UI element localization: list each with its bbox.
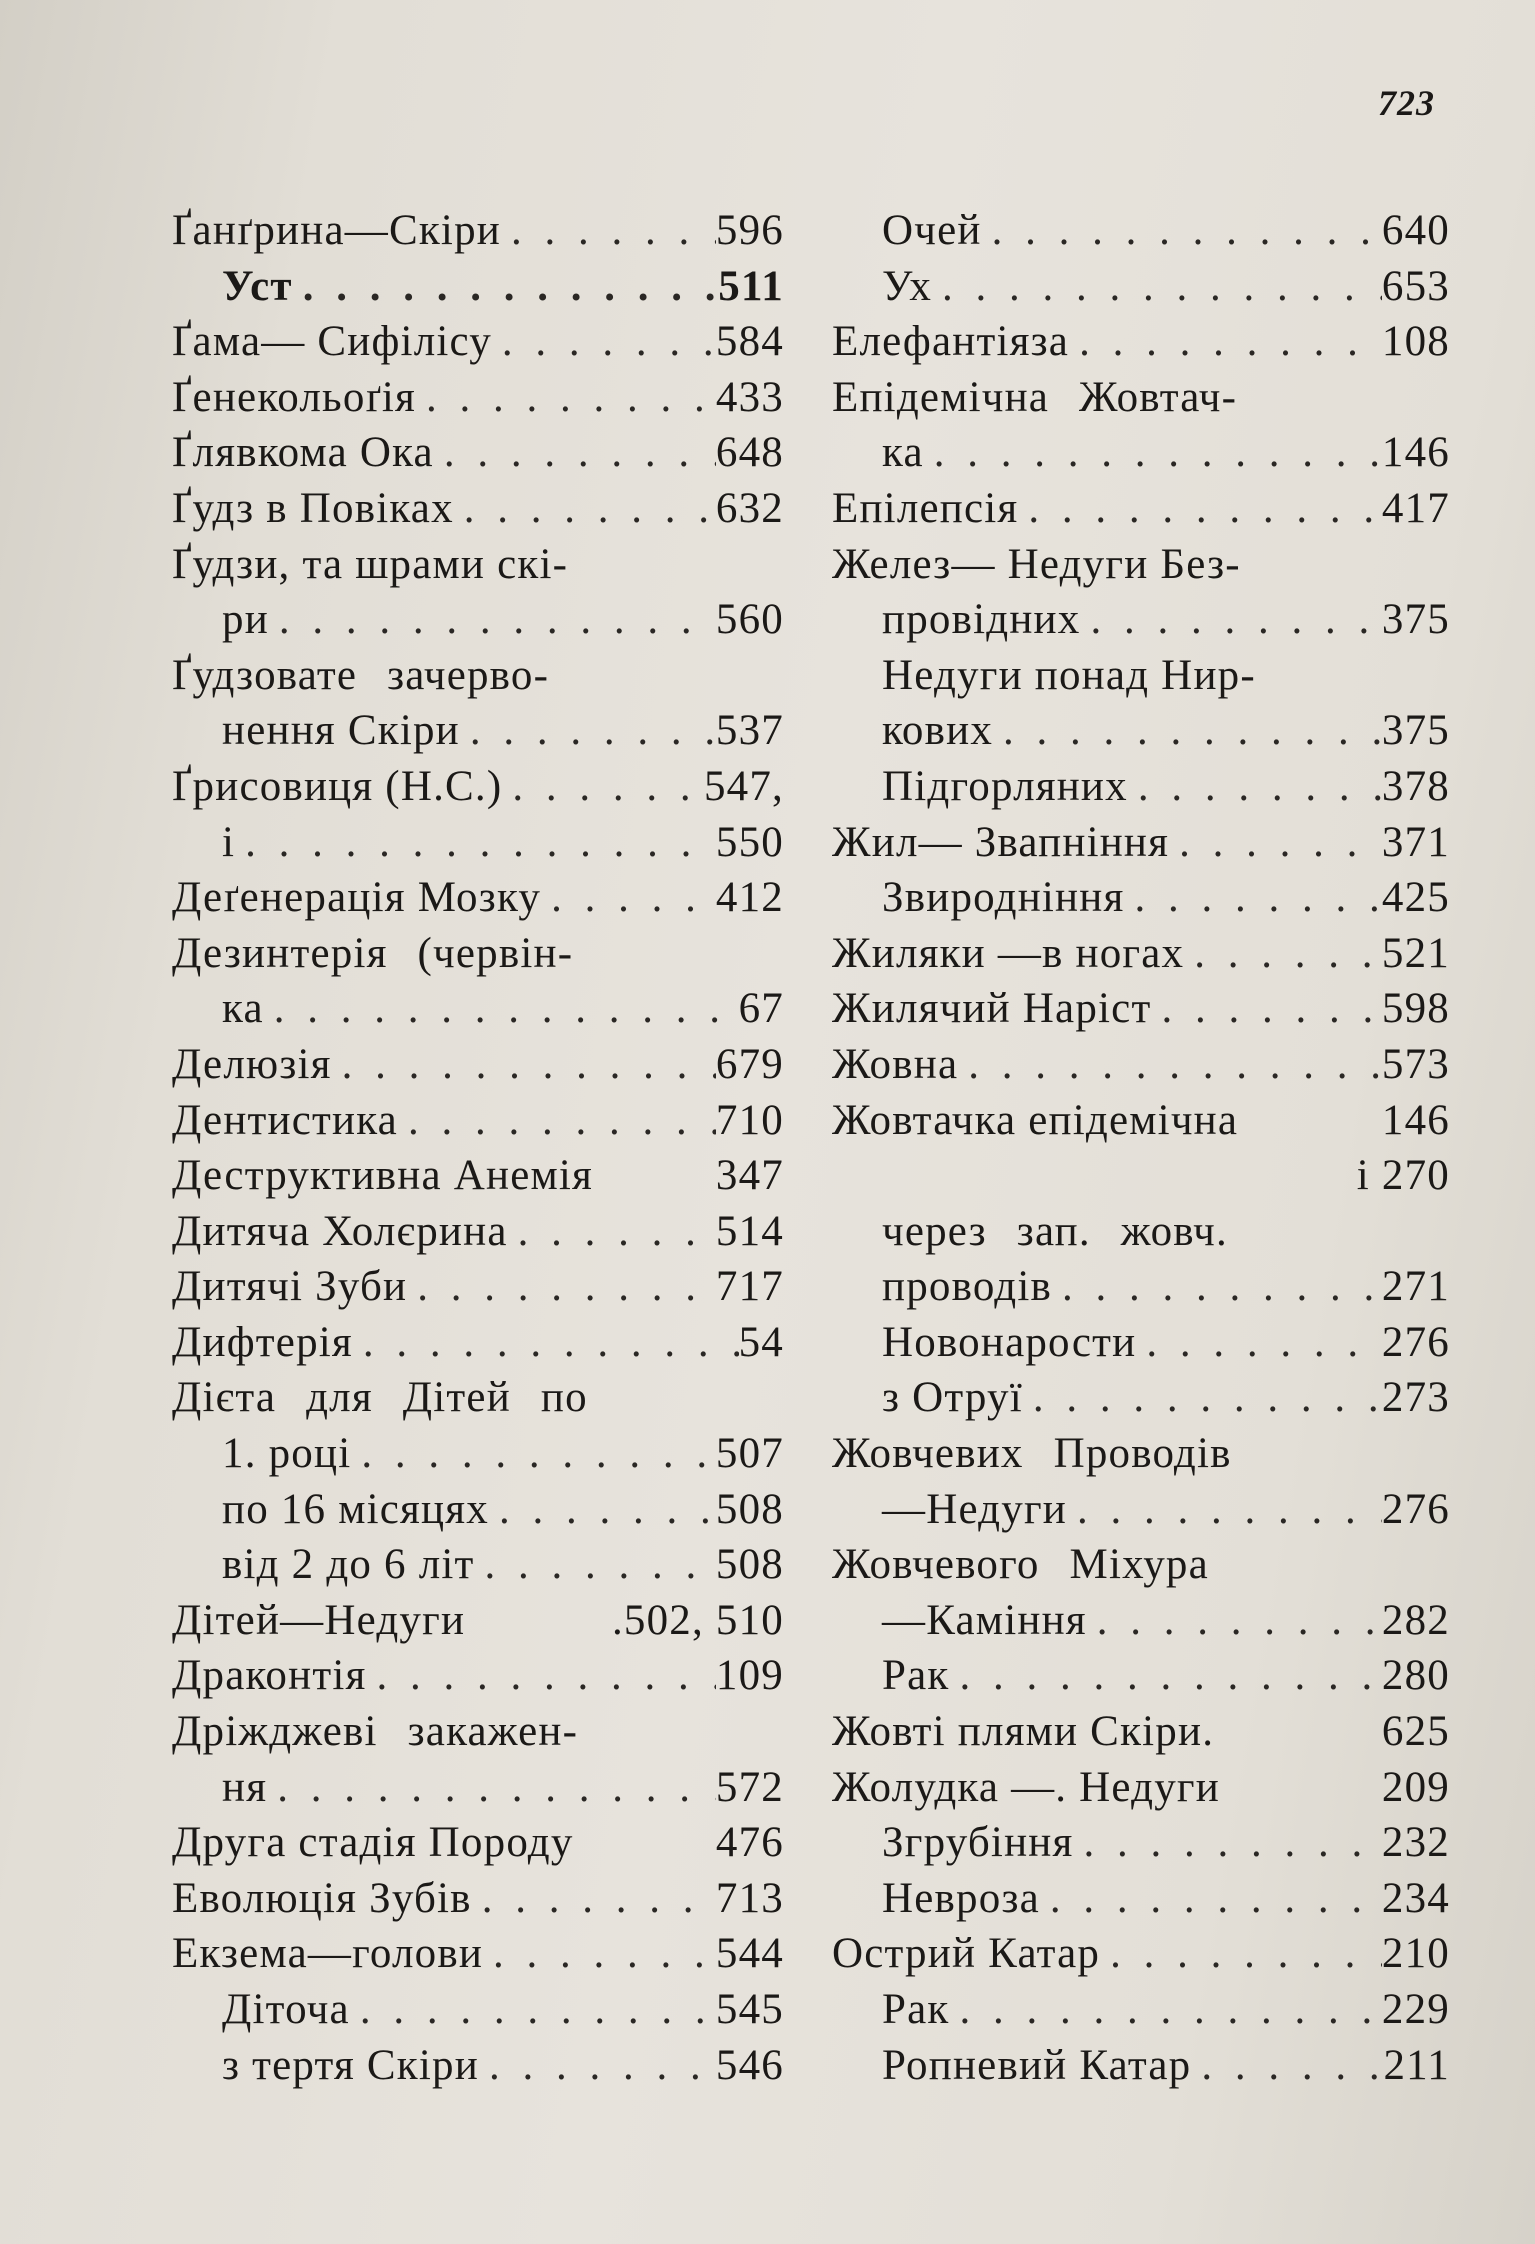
- index-entry-term: Дитячі Зуби: [172, 1263, 408, 1311]
- index-entry-page: 648: [715, 429, 784, 477]
- dot-leader: [1169, 815, 1382, 871]
- index-entry-term: кових: [882, 707, 994, 755]
- index-entry-page: 280: [1381, 1652, 1450, 1700]
- index-entry-page: 282: [1381, 1596, 1450, 1644]
- index-entry: [832, 425, 1450, 481]
- index-entry-term: через зап. жовч.: [882, 1207, 1228, 1255]
- index-entry-term: Жолудка —. Недуги: [832, 1763, 1220, 1811]
- index-entry-page: 547,: [703, 762, 784, 810]
- index-entry-page: 371: [1381, 818, 1450, 866]
- index-entry-term: Острий Катар: [832, 1930, 1101, 1978]
- index-entry: [172, 703, 784, 759]
- index-entry-page: 67: [738, 985, 784, 1033]
- index-entry: [832, 759, 1450, 815]
- index-entry-term: Драконтія: [172, 1652, 367, 1700]
- dot-leader: [235, 815, 716, 871]
- index-entry-term: Желез— Недуги Без-: [832, 540, 1241, 588]
- index-entry-page: 433: [715, 373, 784, 421]
- index-entry-term: Ух: [882, 262, 933, 310]
- index-entry-page: 109: [715, 1652, 784, 1700]
- index-entry-term: Ґенекольоґія: [172, 373, 416, 421]
- dot-leader: [958, 1037, 1382, 1093]
- dot-leader: [924, 425, 1382, 481]
- dot-leader: [1100, 1926, 1382, 1982]
- dot-leader: [1128, 759, 1382, 815]
- index-entry: [172, 648, 784, 704]
- index-entry: [172, 1148, 784, 1204]
- index-entry-page: 545: [715, 1986, 784, 2033]
- index-entry-page: 476: [715, 1819, 784, 1867]
- dot-leader: [407, 1259, 716, 1315]
- dot-leader: [267, 1760, 716, 1816]
- index-entry: [172, 314, 784, 370]
- index-entry-term: проводів: [882, 1263, 1053, 1311]
- index-entry: [832, 1482, 1450, 1538]
- index-entry-term: нення Скіри: [222, 707, 460, 755]
- index-entry: [172, 1037, 784, 1093]
- index-entry: [172, 1871, 784, 1927]
- dot-leader: [502, 759, 704, 815]
- index-entry: [832, 870, 1450, 926]
- index-entry-page: 146: [1381, 1096, 1450, 1144]
- index-entry-page: 108: [1381, 318, 1450, 366]
- index-entry-term: Діточа: [222, 1986, 350, 2033]
- index-entry-term: Ґудзовате зачерво-: [172, 651, 550, 699]
- dot-leader: [1023, 1370, 1382, 1426]
- index-entry-term: Уст: [222, 262, 293, 310]
- index-entry-page: 375: [1381, 707, 1450, 755]
- dot-leader: [472, 1871, 716, 1927]
- index-entry-page: 717: [715, 1263, 784, 1311]
- index-entry: [832, 703, 1450, 759]
- index-entry: [832, 1259, 1450, 1315]
- dot-leader: [1052, 1259, 1382, 1315]
- index-entry-term: Жовтачка епідемічна: [832, 1096, 1239, 1144]
- index-entry: [832, 2038, 1450, 2094]
- index-entry-term: Рак: [882, 1986, 950, 2033]
- index-entry-page: 211: [1383, 2041, 1450, 2089]
- index-entry: [832, 1537, 1450, 1593]
- index-entry: [172, 1482, 784, 1538]
- index-entry-page: 598: [1381, 985, 1450, 1033]
- index-entry: [832, 1593, 1450, 1649]
- index-entry-term: Епілепсія: [832, 484, 1019, 532]
- index-entry-term: ка: [222, 985, 264, 1033]
- index-entry: [832, 648, 1450, 704]
- index-entry: [172, 537, 784, 593]
- index-entry-page: 232: [1381, 1819, 1450, 1867]
- index-entry-term: Жиляки —в ногах: [832, 929, 1185, 977]
- index-entry: [172, 2038, 784, 2094]
- dot-leader: [1191, 2038, 1383, 2094]
- index-entry: [832, 1148, 1450, 1204]
- index-entry: [832, 537, 1450, 593]
- index-entry-term: Жовчевого Міхура: [832, 1541, 1209, 1589]
- index-entry: [172, 425, 784, 481]
- index-entry-term: Підгорляних: [882, 762, 1128, 810]
- index-entry: [832, 203, 1450, 259]
- index-entry-page: 508: [715, 1485, 784, 1533]
- dot-leader: [264, 981, 739, 1037]
- index-entry-term: Жил— Звапніння: [832, 818, 1170, 866]
- index-entry-term: Дифтерія: [172, 1318, 353, 1366]
- index-entry: [172, 1537, 784, 1593]
- dot-leader: [1184, 926, 1382, 982]
- index-entry-page: 412: [715, 874, 784, 922]
- index-entry-term: Згрубіння: [882, 1819, 1074, 1867]
- index-entry-term: Ґлявкома Ока: [172, 429, 434, 477]
- dot-leader: [508, 1204, 716, 1260]
- index-entry: [172, 981, 784, 1037]
- index-entry-term: Ґудзи, та шрами скі-: [172, 540, 569, 588]
- index-entry-page: 596: [715, 207, 784, 254]
- dot-leader: [1087, 1593, 1382, 1649]
- index-entry-page: 625: [1381, 1708, 1450, 1756]
- dot-leader: [1136, 1315, 1382, 1371]
- index-entry-term: від 2 до 6 літ: [222, 1541, 475, 1589]
- index-entry: [172, 870, 784, 926]
- index-entry: [172, 481, 784, 537]
- index-entry-page: і 270: [1356, 1152, 1450, 1200]
- index-entry-term: Жилячий Наріст: [832, 985, 1152, 1033]
- index-entry-term: ня: [222, 1763, 268, 1811]
- index-entry-term: Невроза: [882, 1874, 1040, 1922]
- index-entry: [832, 1093, 1450, 1149]
- index-entry: [172, 1370, 784, 1426]
- index-entry: [172, 1648, 784, 1704]
- index-entry: [172, 370, 784, 426]
- index-entry-term: Очей: [882, 207, 982, 254]
- dot-leader: [454, 481, 716, 537]
- index-entry-page: 229: [1381, 1986, 1450, 2033]
- index-entry-term: Друга стадія Породу: [172, 1819, 574, 1867]
- index-entry: [832, 1704, 1450, 1760]
- dot-leader: [1124, 870, 1381, 926]
- index-entry-term: Епідемічна Жовтач-: [832, 373, 1238, 421]
- index-entry: [172, 1315, 784, 1371]
- index-entry-page: 573: [1381, 1040, 1450, 1088]
- index-entry: [172, 926, 784, 982]
- index-entry: [832, 815, 1450, 871]
- index-entry-term: Деґенерація Мозку: [172, 874, 542, 922]
- index-entry-term: і: [222, 818, 236, 866]
- dot-leader: [950, 1982, 1382, 2038]
- index-entry-term: Жовчевих Проводів: [832, 1430, 1232, 1478]
- index-entry: [172, 759, 784, 815]
- index-entry-term: ка: [882, 429, 924, 477]
- index-entry: [172, 1593, 784, 1649]
- dot-leader: [293, 259, 719, 315]
- index-entry-page: 584: [715, 318, 784, 366]
- index-entry: [832, 481, 1450, 537]
- index-entry-term: 1. році: [222, 1430, 352, 1478]
- index-entry: [172, 1760, 784, 1816]
- index-entry: [172, 1982, 784, 2038]
- dot-leader: [416, 370, 716, 426]
- index-entry-page: 273: [1381, 1374, 1450, 1422]
- index-entry-term: Недуги понад Нир-: [882, 651, 1256, 699]
- index-entry-page: .502, 510: [611, 1596, 784, 1644]
- index-entry: [832, 1315, 1450, 1371]
- page-number: 723: [1378, 83, 1435, 123]
- index-entry: [172, 1259, 784, 1315]
- index-entry-term: Дієта для Дітей по: [172, 1374, 588, 1422]
- index-entry-page: 378: [1381, 762, 1450, 810]
- index-entry: [172, 1926, 784, 1982]
- dot-leader: [434, 425, 716, 481]
- dot-leader: [1018, 481, 1382, 537]
- dot-leader: [1067, 1482, 1382, 1538]
- index-entry-page: 210: [1381, 1930, 1450, 1978]
- index-entry-page: 514: [715, 1207, 784, 1255]
- index-entry-page: 640: [1381, 207, 1450, 254]
- index-entry-term: Делюзія: [172, 1040, 332, 1088]
- index-entry: [832, 592, 1450, 648]
- dot-leader: [541, 870, 716, 926]
- dot-leader: [950, 1648, 1382, 1704]
- index-entry-term: Еволюція Зубів: [172, 1874, 472, 1922]
- index-entry-term: —Каміння: [882, 1596, 1087, 1644]
- index-entry-page: 560: [715, 596, 784, 644]
- index-entry-term: ри: [222, 596, 269, 644]
- dot-leader: [479, 2038, 716, 2094]
- index-entry-term: з тертя Скіри: [222, 2041, 479, 2089]
- index-entry-term: Звироднiння: [882, 874, 1125, 922]
- index-entry-page: 276: [1381, 1318, 1450, 1366]
- index-entry-page: 653: [1381, 262, 1450, 310]
- dot-leader: [489, 1482, 716, 1538]
- index-entry-term: Жовна: [832, 1040, 959, 1088]
- dot-leader: [932, 259, 1382, 315]
- index-entry-page: 679: [715, 1040, 784, 1088]
- index-entry-term: з Отруї: [882, 1374, 1023, 1422]
- index-entry-term: Ґама— Сифілісу: [172, 318, 492, 366]
- dot-leader: [332, 1037, 716, 1093]
- index-entry: [172, 203, 784, 259]
- dot-leader: [460, 703, 716, 759]
- index-entry: [172, 1704, 784, 1760]
- index-entry-page: 347: [715, 1152, 784, 1200]
- index-entry-page: 544: [715, 1930, 784, 1978]
- index-entry: [832, 1815, 1450, 1871]
- index-entry-term: Новонарости: [882, 1318, 1137, 1366]
- index-entry-page: 710: [715, 1096, 784, 1144]
- index-entry-term: Жовті плями Скіри.: [832, 1708, 1215, 1756]
- index-entry: [832, 1760, 1450, 1816]
- index-entry-term: Ґрисовиця (Н.С.): [172, 762, 503, 810]
- dot-leader: [1080, 592, 1381, 648]
- index-entry-page: 54: [738, 1318, 784, 1366]
- dot-leader: [269, 592, 716, 648]
- dot-leader: [483, 1926, 716, 1982]
- index-entry-term: Ґанґрина—Скіри: [172, 207, 501, 254]
- dot-leader: [475, 1537, 716, 1593]
- index-entry: [832, 1426, 1450, 1482]
- index-entry: [172, 1093, 784, 1149]
- index-entry-page: 417: [1381, 484, 1450, 532]
- dot-leader: [993, 703, 1382, 759]
- index-entry: [172, 592, 784, 648]
- index-entry-page: 550: [715, 818, 784, 866]
- index-entry: [832, 1871, 1450, 1927]
- index-column-left: [172, 203, 784, 2093]
- index-entry-term: Ропневий Катар: [882, 2041, 1192, 2089]
- index-entry-page: 234: [1381, 1874, 1450, 1922]
- index-entry-page: 271: [1381, 1263, 1450, 1311]
- index-entry: [172, 1815, 784, 1871]
- dot-leader: [1069, 314, 1382, 370]
- index-entry-term: Дезинтерія (червін-: [172, 929, 574, 977]
- index-entry-term: Екзема—голови: [172, 1930, 484, 1978]
- dot-leader: [982, 203, 1382, 259]
- index-entry-page: 508: [715, 1541, 784, 1589]
- index-entry-term: Дентистика: [172, 1096, 398, 1144]
- index-entry: [832, 1204, 1450, 1260]
- dot-leader: [366, 1648, 715, 1704]
- index-entry: [172, 1426, 784, 1482]
- index-entry-term: Ґудз в Повіках: [172, 484, 454, 532]
- index-entry-page: 537: [715, 707, 784, 755]
- index-entry-term: Дитяча Холєрина: [172, 1207, 508, 1255]
- index-entry-page: 425: [1381, 874, 1450, 922]
- dot-leader: [1040, 1871, 1382, 1927]
- index-entry-page: 375: [1381, 596, 1450, 644]
- index-entry: [832, 1982, 1450, 2038]
- index-entry-page: 572: [715, 1763, 784, 1811]
- index-entry-page: 511: [718, 262, 784, 310]
- dot-leader: [1151, 981, 1381, 1037]
- index-entry: [832, 314, 1450, 370]
- index-entry-page: 276: [1381, 1485, 1450, 1533]
- dot-leader: [492, 314, 716, 370]
- index-entry-page: 713: [715, 1874, 784, 1922]
- index-entry-term: провідних: [882, 596, 1081, 644]
- index-entry-term: Дріжджеві закажен-: [172, 1708, 579, 1756]
- dot-leader: [501, 203, 716, 259]
- index-entry-page: 632: [715, 484, 784, 532]
- index-entry-page: 146: [1381, 429, 1450, 477]
- index-entry-page: 521: [1381, 929, 1450, 977]
- index-entry: [832, 1648, 1450, 1704]
- index-entry: [832, 1926, 1450, 1982]
- index-entry: [172, 815, 784, 871]
- index-entry-term: по 16 місяцях: [222, 1485, 489, 1533]
- index-column-right: [832, 203, 1450, 2093]
- dot-leader: [350, 1982, 716, 2038]
- index-entry: [832, 259, 1450, 315]
- index-entry-page: 209: [1381, 1763, 1450, 1811]
- index-entry: [172, 259, 784, 315]
- index-entry: [832, 1370, 1450, 1426]
- dot-leader: [1073, 1815, 1381, 1871]
- index-entry: [832, 981, 1450, 1037]
- index-entry: [832, 926, 1450, 982]
- index-entry-term: —Недуги: [882, 1485, 1067, 1533]
- index-entry-term: Деструктивна Анемія: [172, 1152, 594, 1200]
- dot-leader: [398, 1093, 716, 1149]
- index-entry-term: Дітей—Недуги: [172, 1596, 466, 1644]
- index-entry-term: Рак: [882, 1652, 950, 1700]
- index-entry-page: 507: [715, 1430, 784, 1478]
- dot-leader: [353, 1315, 739, 1371]
- index-entry: [832, 1037, 1450, 1093]
- index-entry-term: Елефантіяза: [832, 318, 1070, 366]
- index-entry: [832, 370, 1450, 426]
- dot-leader: [351, 1426, 716, 1482]
- index-entry: [172, 1204, 784, 1260]
- index-entry-page: 546: [715, 2041, 784, 2089]
